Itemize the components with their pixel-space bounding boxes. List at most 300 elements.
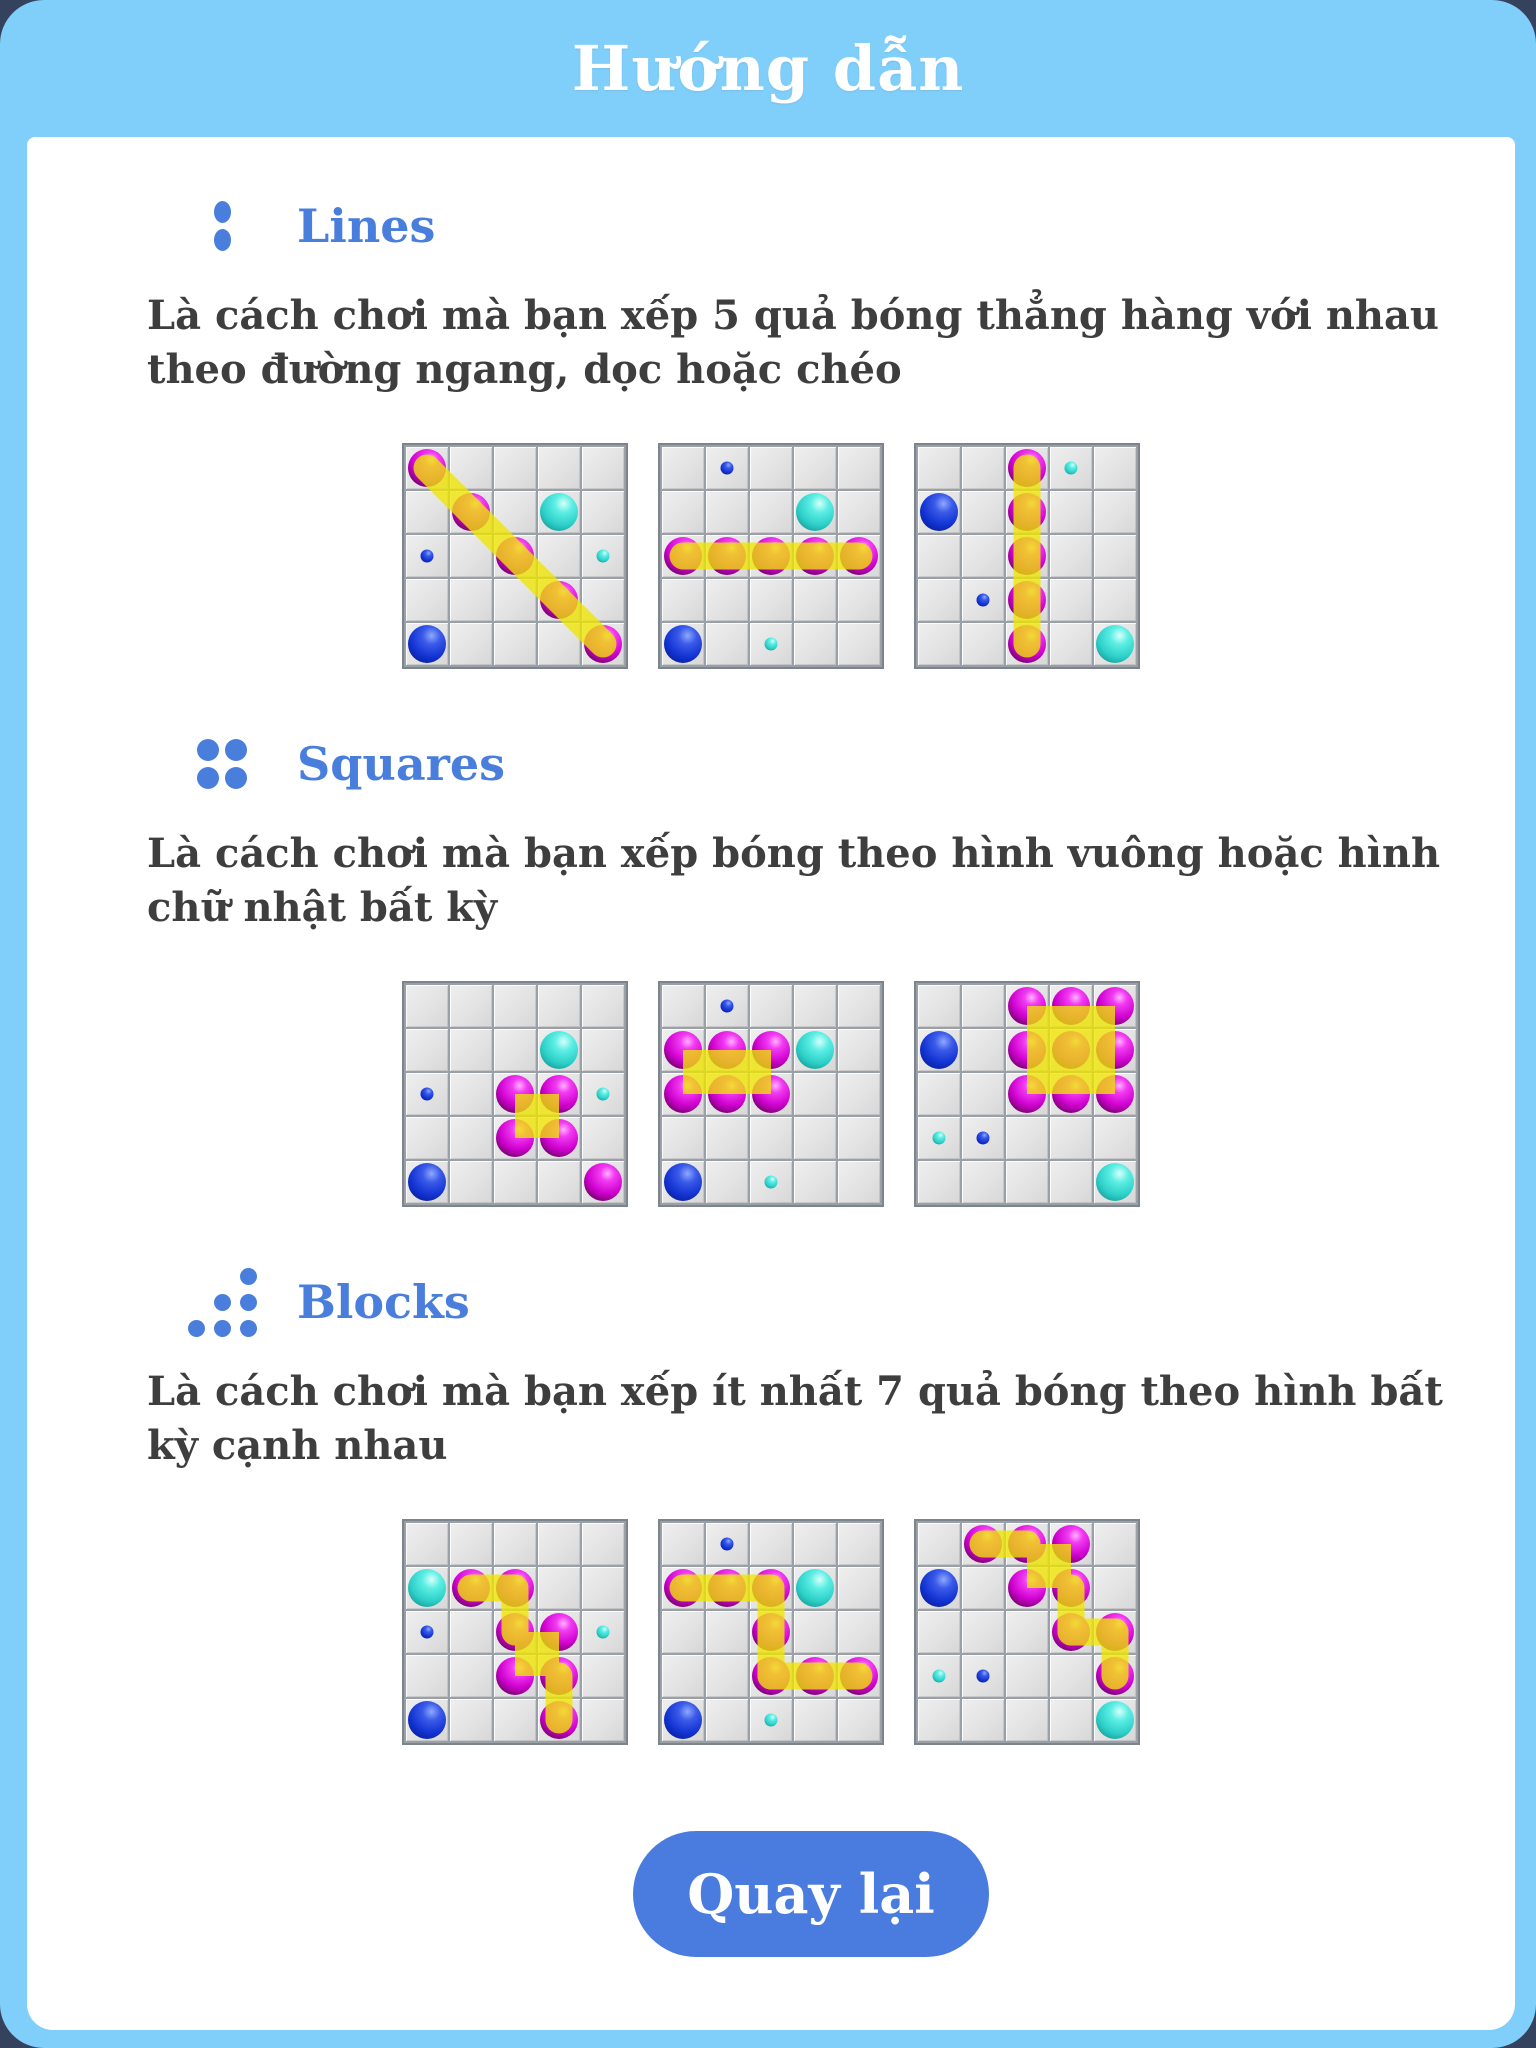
board-cell <box>750 447 792 489</box>
board-cell <box>1094 623 1136 665</box>
board-cell <box>538 1073 580 1115</box>
block-shape-board-3 <box>914 1519 1140 1745</box>
board-cell <box>962 1655 1004 1697</box>
blue-ball-small <box>977 594 990 607</box>
board-cell <box>582 1655 624 1697</box>
board-cell <box>1006 1029 1048 1071</box>
board-cell <box>582 1699 624 1741</box>
board-cell <box>962 1611 1004 1653</box>
board-cell <box>450 579 492 621</box>
dialog-title: Hướng dẫn <box>571 32 965 105</box>
board-cell <box>794 1567 836 1609</box>
board-cell <box>662 1523 704 1565</box>
magenta-ball <box>964 1525 1002 1563</box>
cyan-ball-small <box>933 1670 946 1683</box>
board-cell <box>450 447 492 489</box>
section-squares-header <box>147 727 1475 801</box>
board-cell <box>1094 1117 1136 1159</box>
board-cell <box>838 1699 880 1741</box>
section-lines-boards <box>147 443 1395 669</box>
board-cell <box>450 1699 492 1741</box>
board-cell <box>406 1523 448 1565</box>
magenta-ball <box>664 1031 702 1069</box>
magenta-ball <box>708 1075 746 1113</box>
board-cell <box>1050 535 1092 577</box>
board-cell <box>1094 1567 1136 1609</box>
board-cell <box>406 579 448 621</box>
section-squares-title: Squares <box>297 737 506 791</box>
board-cell <box>494 535 536 577</box>
board-cell <box>582 1117 624 1159</box>
blue-ball-small <box>977 1132 990 1145</box>
board-cell <box>1006 535 1048 577</box>
instructions-content <box>27 137 1515 1957</box>
board-cell <box>406 1655 448 1697</box>
board-cell <box>494 985 536 1027</box>
board-cell <box>406 985 448 1027</box>
board-cell <box>706 1117 748 1159</box>
board-cell <box>838 1117 880 1159</box>
board-cell <box>794 1117 836 1159</box>
footer-button-row <box>147 1831 1475 1957</box>
board-cell <box>494 1117 536 1159</box>
board-cell <box>1094 491 1136 533</box>
board-cell <box>706 1611 748 1653</box>
board-cell <box>406 1699 448 1741</box>
square-3x3-board <box>914 981 1140 1207</box>
magenta-ball <box>840 1657 878 1695</box>
board-cell <box>662 1611 704 1653</box>
board-cell <box>750 535 792 577</box>
board-cell <box>582 1073 624 1115</box>
board-cell <box>1094 447 1136 489</box>
board-cell <box>838 1073 880 1115</box>
board-cell <box>1006 579 1048 621</box>
board-cell <box>450 491 492 533</box>
board-cell <box>662 623 704 665</box>
blue-ball-small <box>421 550 434 563</box>
board-cell <box>1050 1523 1092 1565</box>
board-cell <box>962 1699 1004 1741</box>
board-cell <box>918 1611 960 1653</box>
section-blocks-header <box>147 1265 1475 1339</box>
board-cell <box>582 447 624 489</box>
cyan-ball <box>796 493 834 531</box>
magenta-ball <box>1008 537 1046 575</box>
magenta-ball <box>752 1657 790 1695</box>
magenta-ball <box>452 493 490 531</box>
magenta-ball <box>584 1163 622 1201</box>
blue-ball <box>664 625 702 663</box>
magenta-ball <box>408 449 446 487</box>
board-cell <box>450 535 492 577</box>
board-cell <box>450 1611 492 1653</box>
magenta-ball <box>1052 1569 1090 1607</box>
board-cell <box>750 1029 792 1071</box>
board-cell <box>750 579 792 621</box>
board-cell <box>538 535 580 577</box>
board-cell <box>706 1655 748 1697</box>
magenta-ball <box>1052 1031 1090 1069</box>
magenta-ball <box>584 625 622 663</box>
cyan-ball-small <box>765 638 778 651</box>
board-cell <box>750 1611 792 1653</box>
board-cell <box>538 1117 580 1159</box>
magenta-ball <box>1096 1075 1134 1113</box>
magenta-ball <box>708 1031 746 1069</box>
magenta-ball <box>1008 493 1046 531</box>
board-cell <box>1094 579 1136 621</box>
board-cell <box>706 491 748 533</box>
section-lines-header <box>147 189 1475 263</box>
board-cell <box>918 447 960 489</box>
rectangle-2x3-board <box>658 981 884 1207</box>
cyan-ball-small <box>765 1176 778 1189</box>
board-cell <box>582 1161 624 1203</box>
board-cell <box>750 1073 792 1115</box>
cyan-ball <box>796 1031 834 1069</box>
board-cell <box>662 1117 704 1159</box>
board-cell <box>1094 1161 1136 1203</box>
board-cell <box>582 985 624 1027</box>
board-cell <box>750 985 792 1027</box>
cyan-ball <box>408 1569 446 1607</box>
board-cell <box>582 623 624 665</box>
board-cell <box>450 1655 492 1697</box>
board-cell <box>406 1029 448 1071</box>
section-lines <box>147 189 1475 669</box>
board-cell <box>838 1567 880 1609</box>
section-squares-description: Là cách chơi mà bạn xếp bóng theo hình vuông hoặc hình chữ nhật bất kỳ <box>147 830 1441 931</box>
cyan-ball-small <box>597 550 610 563</box>
magenta-ball <box>540 1701 578 1739</box>
board-cell <box>582 491 624 533</box>
board-cell <box>794 579 836 621</box>
blue-ball <box>664 1701 702 1739</box>
board-cell <box>750 1117 792 1159</box>
blue-ball-small <box>421 1626 434 1639</box>
board-cell <box>794 1073 836 1115</box>
board-cell <box>706 985 748 1027</box>
board-cell <box>706 623 748 665</box>
section-squares <box>147 727 1475 1207</box>
lines-horizontal-board <box>658 443 884 669</box>
magenta-ball <box>1096 1657 1134 1695</box>
board-cell <box>538 985 580 1027</box>
board-cell <box>1094 1611 1136 1653</box>
magenta-ball <box>752 1075 790 1113</box>
board-cell <box>494 491 536 533</box>
board-cell <box>838 535 880 577</box>
board-cell <box>1050 623 1092 665</box>
blue-ball-small <box>977 1670 990 1683</box>
board-cell <box>918 1161 960 1203</box>
back-button[interactable]: Quay lại <box>633 1831 989 1957</box>
board-cell <box>706 1073 748 1115</box>
board-cell <box>494 1567 536 1609</box>
board-cell <box>1006 1117 1048 1159</box>
board-cell <box>1050 1699 1092 1741</box>
four-dots-grid-icon <box>197 739 247 789</box>
board-cell <box>750 491 792 533</box>
board-cell <box>1050 1029 1092 1071</box>
board-cell <box>794 1699 836 1741</box>
board-cell <box>838 579 880 621</box>
board-cell <box>1094 535 1136 577</box>
board-cell <box>1050 1161 1092 1203</box>
cyan-ball-small <box>933 1132 946 1145</box>
board-cell <box>750 1567 792 1609</box>
section-lines-title: Lines <box>297 199 436 253</box>
board-cell <box>918 1699 960 1741</box>
board-cell <box>582 535 624 577</box>
board-cell <box>918 1117 960 1159</box>
magenta-ball <box>496 1613 534 1651</box>
cyan-ball-small <box>597 1088 610 1101</box>
board-cell <box>838 985 880 1027</box>
board-cell <box>706 1567 748 1609</box>
board-cell <box>794 623 836 665</box>
board-cell <box>962 491 1004 533</box>
section-blocks <box>147 1265 1475 1745</box>
board-cell <box>706 1161 748 1203</box>
block-shape-board-1 <box>402 1519 628 1745</box>
board-cell <box>706 1029 748 1071</box>
magenta-ball <box>796 1657 834 1695</box>
board-cell <box>1094 1073 1136 1115</box>
board-cell <box>494 623 536 665</box>
board-cell <box>794 491 836 533</box>
blue-ball-small <box>721 462 734 475</box>
board-cell <box>538 1161 580 1203</box>
magenta-ball <box>1008 581 1046 619</box>
board-cell <box>962 1567 1004 1609</box>
board-cell <box>450 1117 492 1159</box>
board-cell <box>1006 985 1048 1027</box>
magenta-ball <box>664 537 702 575</box>
board-cell <box>918 535 960 577</box>
cyan-ball <box>796 1569 834 1607</box>
board-cell <box>962 1523 1004 1565</box>
board-cell <box>450 1523 492 1565</box>
board-cell <box>538 1523 580 1565</box>
board-cell <box>1050 447 1092 489</box>
board-cell <box>838 1523 880 1565</box>
board-cell <box>794 1523 836 1565</box>
board-cell <box>750 1161 792 1203</box>
cyan-ball-small <box>597 1626 610 1639</box>
board-cell <box>1050 1655 1092 1697</box>
board-cell <box>450 985 492 1027</box>
board-cell <box>962 1073 1004 1115</box>
board-cell <box>794 1029 836 1071</box>
board-cell <box>1006 1523 1048 1565</box>
magenta-ball <box>664 1075 702 1113</box>
blue-ball <box>408 1163 446 1201</box>
magenta-ball <box>496 1657 534 1695</box>
board-cell <box>1006 1161 1048 1203</box>
section-blocks-boards <box>147 1519 1395 1745</box>
board-cell <box>750 623 792 665</box>
cyan-ball <box>1096 1163 1134 1201</box>
board-cell <box>838 447 880 489</box>
cyan-ball-small <box>1065 462 1078 475</box>
board-cell <box>706 447 748 489</box>
board-cell <box>838 623 880 665</box>
board-cell <box>794 1161 836 1203</box>
instructions-panel <box>27 137 1515 2030</box>
board-cell <box>538 447 580 489</box>
board-cell <box>1050 985 1092 1027</box>
board-cell <box>962 1161 1004 1203</box>
blue-ball-small <box>421 1088 434 1101</box>
board-cell <box>406 623 448 665</box>
board-cell <box>494 1523 536 1565</box>
board-cell <box>1006 1073 1048 1115</box>
blue-ball <box>408 625 446 663</box>
board-cell <box>918 1073 960 1115</box>
magenta-ball <box>1008 625 1046 663</box>
magenta-ball <box>1008 987 1046 1025</box>
board-cell <box>406 535 448 577</box>
board-cell <box>918 579 960 621</box>
magenta-ball <box>1052 1525 1090 1563</box>
board-cell <box>450 623 492 665</box>
board-cell <box>918 1567 960 1609</box>
board-cell <box>750 1655 792 1697</box>
board-cell <box>662 535 704 577</box>
board-cell <box>406 1073 448 1115</box>
lines-diagonal-board <box>402 443 628 669</box>
board-cell <box>538 1611 580 1653</box>
board-cell <box>662 1567 704 1609</box>
board-cell <box>450 1567 492 1609</box>
board-cell <box>1094 1699 1136 1741</box>
magenta-ball <box>496 1569 534 1607</box>
magenta-ball <box>540 1657 578 1695</box>
magenta-ball <box>1096 1031 1134 1069</box>
section-blocks-title: Blocks <box>297 1275 470 1329</box>
board-cell <box>1050 1567 1092 1609</box>
board-cell <box>918 1029 960 1071</box>
board-cell <box>494 447 536 489</box>
board-cell <box>962 1117 1004 1159</box>
blue-ball-small <box>721 1000 734 1013</box>
magenta-ball <box>1052 1613 1090 1651</box>
board-cell <box>794 985 836 1027</box>
board-cell <box>538 579 580 621</box>
board-cell <box>838 1611 880 1653</box>
board-cell <box>406 1567 448 1609</box>
magenta-ball <box>1008 1075 1046 1113</box>
square-2x2-board <box>402 981 628 1207</box>
board-cell <box>750 1699 792 1741</box>
cyan-ball-small <box>765 1714 778 1727</box>
magenta-ball <box>752 1031 790 1069</box>
cyan-ball <box>1096 625 1134 663</box>
board-cell <box>494 1073 536 1115</box>
board-cell <box>494 1699 536 1741</box>
board-cell <box>838 1655 880 1697</box>
board-cell <box>706 579 748 621</box>
board-cell <box>918 985 960 1027</box>
board-cell <box>1006 1567 1048 1609</box>
magenta-ball <box>452 1569 490 1607</box>
board-cell <box>538 1029 580 1071</box>
board-cell <box>662 1161 704 1203</box>
section-lines-description: Là cách chơi mà bạn xếp 5 quả bóng thẳng hàng với nhau theo đường ngang, dọc hoặc chéo <box>147 292 1440 393</box>
board-cell <box>662 447 704 489</box>
board-cell <box>794 1655 836 1697</box>
board-cell <box>794 1611 836 1653</box>
board-cell <box>918 1523 960 1565</box>
blue-ball <box>664 1163 702 1201</box>
board-cell <box>1006 1699 1048 1741</box>
board-cell <box>962 535 1004 577</box>
magenta-ball <box>540 1119 578 1157</box>
board-cell <box>962 447 1004 489</box>
magenta-ball <box>1008 1569 1046 1607</box>
board-cell <box>662 1029 704 1071</box>
board-cell <box>1094 1029 1136 1071</box>
magenta-ball <box>752 1613 790 1651</box>
board-cell <box>838 1161 880 1203</box>
board-cell <box>918 623 960 665</box>
magenta-ball <box>496 1075 534 1113</box>
board-cell <box>1006 1611 1048 1653</box>
magenta-ball <box>1008 1031 1046 1069</box>
board-cell <box>406 447 448 489</box>
board-cell <box>450 1073 492 1115</box>
section-squares-boards <box>147 981 1395 1207</box>
magenta-ball <box>752 537 790 575</box>
board-cell <box>706 1523 748 1565</box>
blue-ball-small <box>721 1538 734 1551</box>
board-cell <box>1050 491 1092 533</box>
board-cell <box>962 623 1004 665</box>
block-shape-board-2 <box>658 1519 884 1745</box>
magenta-ball <box>840 537 878 575</box>
board-cell <box>662 985 704 1027</box>
board-cell <box>582 1567 624 1609</box>
board-cell <box>706 1699 748 1741</box>
board-cell <box>706 535 748 577</box>
six-dots-triangle-icon <box>188 1268 257 1337</box>
board-cell <box>962 579 1004 621</box>
lines-vertical-board <box>914 443 1140 669</box>
board-cell <box>662 1655 704 1697</box>
board-cell <box>794 535 836 577</box>
cyan-ball <box>540 493 578 531</box>
magenta-ball <box>708 537 746 575</box>
board-cell <box>918 491 960 533</box>
board-cell <box>538 1567 580 1609</box>
magenta-ball <box>496 537 534 575</box>
magenta-ball <box>1008 1525 1046 1563</box>
magenta-ball <box>796 537 834 575</box>
board-cell <box>494 579 536 621</box>
board-cell <box>538 1655 580 1697</box>
magenta-ball <box>540 1075 578 1113</box>
cyan-ball <box>1096 1701 1134 1739</box>
magenta-ball <box>1096 987 1134 1025</box>
magenta-ball <box>752 1569 790 1607</box>
board-cell <box>838 491 880 533</box>
blue-ball <box>920 493 958 531</box>
board-cell <box>662 579 704 621</box>
blue-ball <box>920 1031 958 1069</box>
board-cell <box>918 1655 960 1697</box>
